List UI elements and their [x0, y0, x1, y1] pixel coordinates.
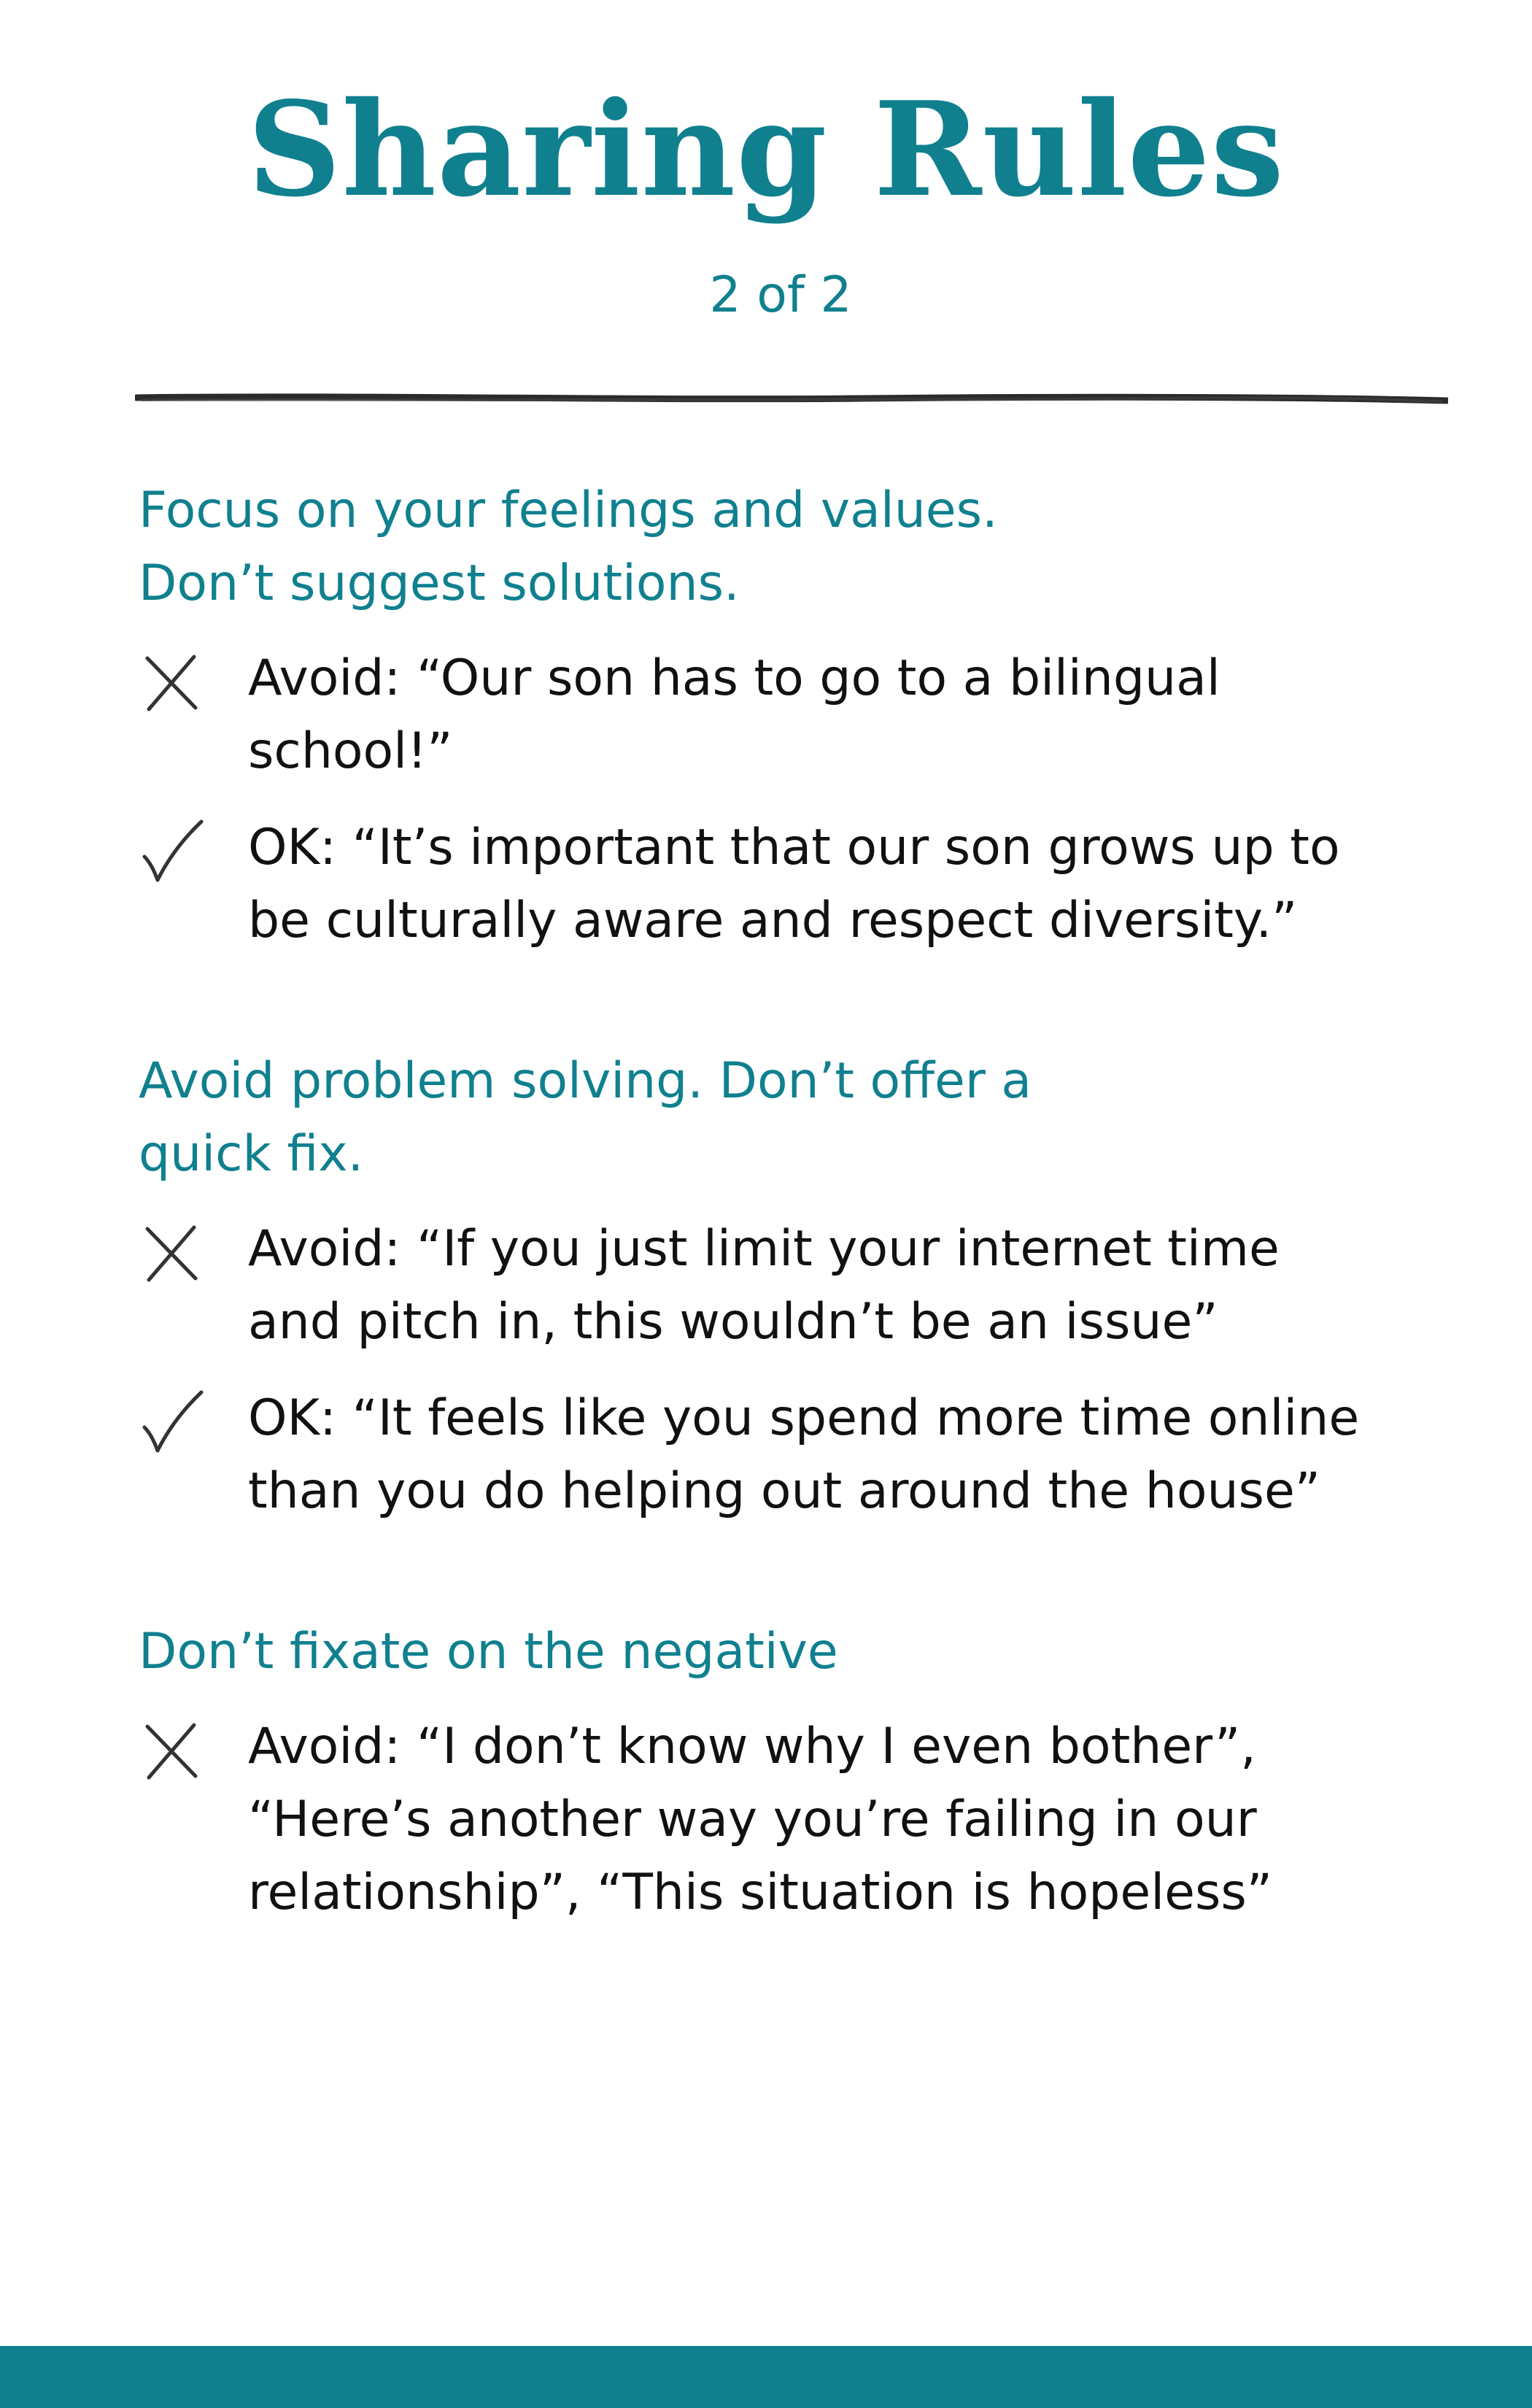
- check-mark-icon: [139, 819, 204, 884]
- avoid-example: [139, 642, 1372, 788]
- rule-text: Avoid: “I don’t know why I even bother”, “Here’s another way you’re failing in our relationship”, “This situation is hopeless”: [248, 1718, 1273, 1921]
- page-subtitle: 2 of 2: [709, 266, 852, 324]
- x-mark-icon: [139, 1718, 204, 1783]
- avoid-example: [139, 1710, 1372, 1929]
- rule-section-feelings: [139, 474, 1393, 957]
- section-heading: Don’t fixate on the negative: [139, 1623, 838, 1680]
- x-mark-icon: [139, 1220, 204, 1286]
- x-mark-icon: [139, 649, 204, 715]
- section-heading: Avoid problem solving. Don’t offer a quick fix.: [139, 1052, 1032, 1183]
- divider-line: [135, 390, 1448, 408]
- ok-example: [139, 1382, 1372, 1528]
- rule-section-negative: [139, 1616, 1393, 1929]
- rule-text: OK: “It’s important that our son grows up to be culturally aware and respect diversity.”: [248, 819, 1340, 949]
- rule-section-problem-solving: [139, 1045, 1393, 1528]
- rule-text: Avoid: “Our son has to go to a bilingual school!”: [248, 649, 1220, 780]
- rule-text: Avoid: “If you just limit your internet time and pitch in, this wouldn’t be an issue”: [248, 1220, 1280, 1351]
- section-heading: Focus on your feelings and values. Don’t suggest solutions.: [139, 482, 998, 612]
- rule-text: OK: “It feels like you spend more time online than you do helping out around the house”: [248, 1389, 1360, 1520]
- footer-bar: [0, 2346, 1532, 2408]
- page-title: Sharing Rules: [247, 73, 1285, 225]
- ok-example: [139, 811, 1372, 957]
- avoid-example: [139, 1213, 1372, 1359]
- rules-content: [139, 474, 1393, 2017]
- check-mark-icon: [139, 1389, 204, 1455]
